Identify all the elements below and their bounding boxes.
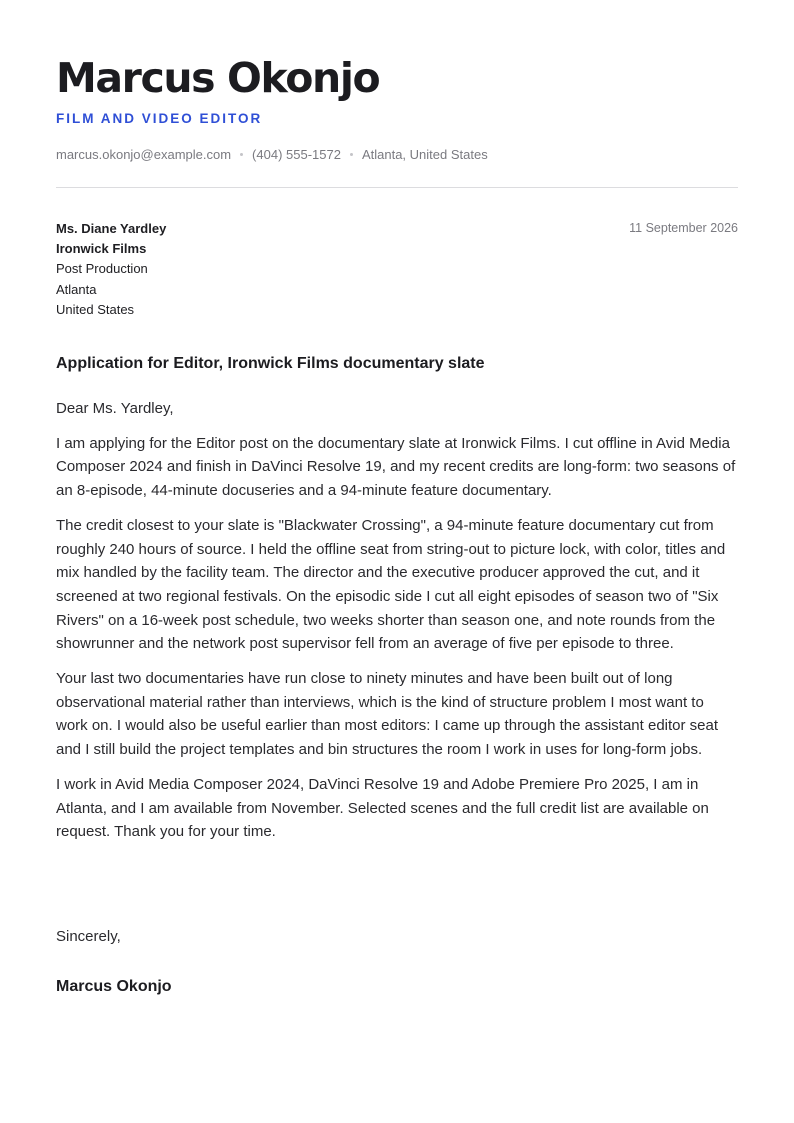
- letter-signature: Marcus Okonjo: [56, 978, 172, 995]
- recipient-name: Ms. Diane Yardley: [56, 221, 167, 236]
- contact-phone: (404) 555-1572: [252, 147, 341, 162]
- recipient-department: Post Production: [56, 261, 148, 277]
- contact-line: [56, 147, 488, 162]
- body-paragraph: Your last two documentaries have run close to ninety minutes and have been built out of long observational material rather than interviews, which is the kind of structure problem I most want to work on. I would also be useful earlier than most editors: I came up through the assistant editor seat and I still build the project templates and bin structures the room I work in uses for long-form jobs.: [56, 670, 719, 759]
- header-divider: [56, 187, 738, 188]
- applicant-name: Marcus Okonjo: [56, 54, 380, 102]
- contact-location: Atlanta, United States: [361, 147, 488, 162]
- letter-date: 11 September 2026: [629, 221, 738, 235]
- applicant-role: FILM AND VIDEO EDITOR: [56, 111, 263, 126]
- contact-email: marcus.okonjo@example.com: [56, 147, 232, 162]
- body-paragraph: I work in Avid Media Composer 2024, DaVinci Resolve 19 and Adobe Premiere Pro 2025, I am in Atlanta, and I am available from November. Selected scenes and the full credit list are available on request. Thank you for your time.: [56, 775, 709, 841]
- recipient-company: Ironwick Films: [56, 241, 147, 257]
- recipient-country: United States: [56, 301, 135, 317]
- separator-dot-icon: [240, 153, 243, 156]
- body-paragraph: I am applying for the Editor post on the documentary slate at Ironwick Films. I cut offline in Avid Media Composer 2024 and finish in DaVinci Resolve 19, and my recent credits are long-form: two seasons of an 8-episode, 44-minute docuseries and a 94-minute feature documentary.: [56, 434, 736, 500]
- recipient-city: Atlanta: [56, 281, 97, 297]
- recipient-block: [56, 219, 166, 320]
- body-paragraph: The credit closest to your slate is "Blackwater Crossing", a 94-minute feature documentary cut from roughly 240 hours of source. I held the offline seat from string-out to picture lock, with color, titles and mix handled by the facility team. The director and the executive producer approved the cut, and it screened at two regional festivals. On the episodic side I cut all eight episodes of season two of "Six Rivers" on a 16-week post schedule, two weeks shorter than season one, and note rounds from the showrunner and the network post supervisor fell from an average of five per episode to three.: [56, 516, 726, 653]
- letter-greeting: Dear Ms. Yardley,: [56, 400, 174, 417]
- letter-subject: Application for Editor, Ironwick Films documentary slate: [56, 355, 485, 372]
- letter-body: [56, 397, 738, 855]
- letter-closing: Sincerely,: [56, 928, 121, 945]
- separator-dot-icon: [350, 153, 353, 156]
